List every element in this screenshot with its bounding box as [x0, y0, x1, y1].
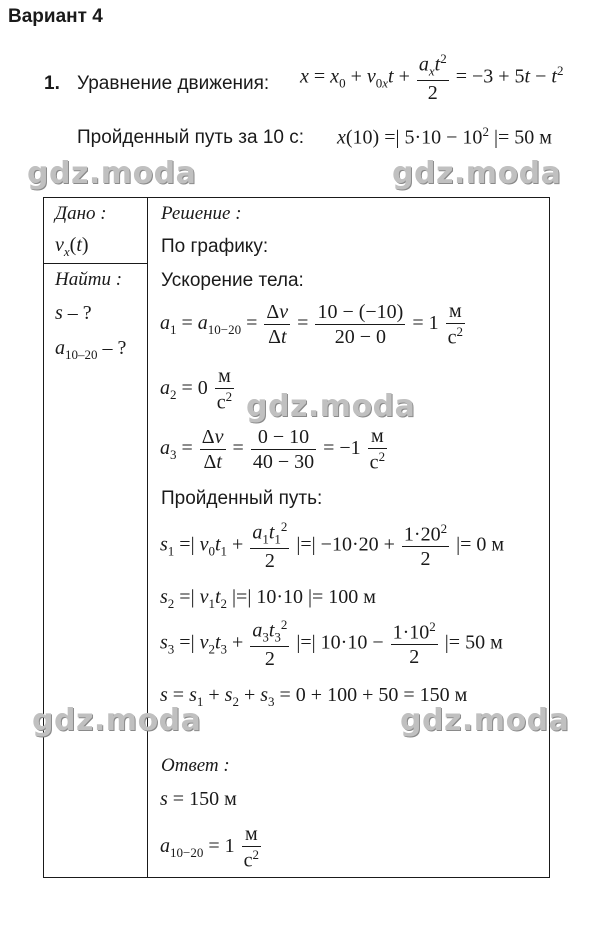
formula-s2: $s_2$ =| $v_1t_2$ |=| 10·10 |= 100 м: [160, 586, 376, 611]
path-in-10s: x(10) =| $5\cdot 10 - 10^2$ |= 50 м: [337, 124, 552, 149]
path-heading: Пройденный путь:: [161, 488, 323, 509]
given-item: $v_x(t)$: [55, 234, 89, 259]
formula-a3: $a_3$ = $\frac{\Delta v}{\Delta t}$ = $\frac{0 - 10}{40 - 30}$ = −1 $\frac{м}{с^2}$: [160, 425, 386, 474]
by-graph-label: По графику:: [161, 236, 269, 257]
formula-a1: $a_1 = a_{10-20}$ = $\frac{\Delta v}{\Delta t}$ = $\frac{10 - (-10)}{20 - 0}$ = 1 $\frac{м}{с^2}$: [160, 300, 464, 349]
equation-label: Уравнение движения:: [77, 73, 270, 94]
table-border-top: [43, 197, 550, 198]
table-border-left: [43, 197, 44, 878]
given-find-divider: [43, 263, 147, 264]
answer-header: Ответ :: [161, 755, 230, 776]
problem-number: 1.: [44, 73, 60, 94]
table-border-bottom: [43, 877, 550, 878]
table-border-right: [549, 197, 550, 878]
path-label: Пройденный путь за 10 с:: [77, 127, 305, 148]
acceleration-label: Ускорение тела:: [161, 270, 304, 291]
watermark: gdz.moda: [246, 389, 416, 424]
formula-s3: $s_3$ =| $v_2t_3$ + $\frac{a_3t_3^2}{2}$ |=| 10·10 − $\frac{1\cdot 10^2}{2}$ |= 50 м: [160, 617, 503, 670]
find-item-s: s – ?: [55, 302, 92, 324]
find-header: Найти :: [55, 269, 123, 290]
variant-title: Вариант 4: [8, 6, 103, 27]
given-header: Дано :: [55, 203, 107, 224]
watermark: gdz.moda: [27, 156, 197, 191]
watermark: gdz.moda: [32, 703, 202, 738]
formula-s1: $s_1$ =| $v_0t_1$ + $\frac{a_1t_1^2}{2}$ |=| −10·20 + $\frac{1\cdot 20^2}{2}$ |= 0 м: [160, 519, 505, 572]
solution-header: Решение :: [161, 203, 242, 224]
answer-s: s = 150 м: [160, 788, 237, 810]
formula-s-total: $s = s_1 + s_2 + s_3 = 0 + 100 + 50 = 150$ м: [160, 684, 468, 709]
watermark: gdz.moda: [400, 703, 570, 738]
answer-a: $a_{10-20} = 1$ $\frac{м}{с^2}$: [160, 823, 260, 872]
table-column-divider: [147, 197, 148, 878]
formula-a2: $a_2 = 0$ $\frac{м}{с^2}$: [160, 365, 233, 414]
equation-of-motion: $x = x_0 + v_{0x}t$ + $\frac{a_xt^2}{2}$ = $-3 + 5t - t^2$: [300, 51, 564, 104]
find-item-a: $a_{10-20}$ – ?: [55, 337, 127, 362]
watermark: gdz.moda: [392, 156, 562, 191]
